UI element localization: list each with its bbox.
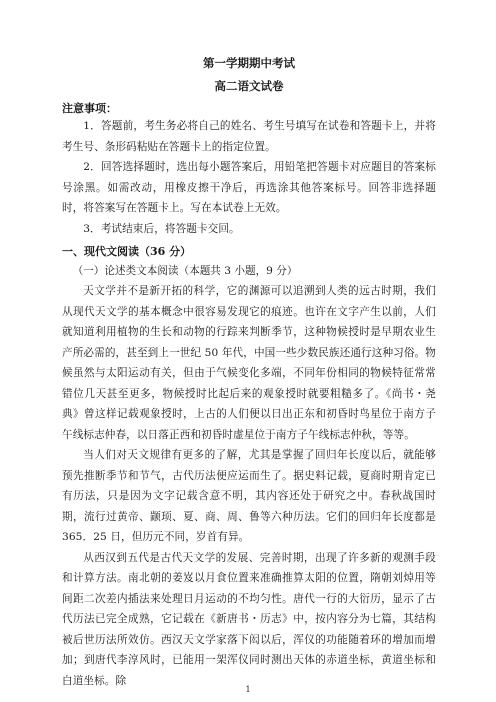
notice-item-2: 2．回答选择题时，选出每小题答案后，用铅笔把答题卡对应题目的答案标号涂黑。如需改动，用橡皮擦干净后，再选涂其他答案标号。回答非选择题时，将答案写在答题卡上。写在本试卷上无效。 <box>62 161 436 214</box>
notice-heading: 注意事项： <box>62 102 117 115</box>
exam-subtitle: 高二语文试卷 <box>214 79 284 93</box>
page-content <box>62 52 436 691</box>
notice-item-1: 1．答题前，考生务必将自己的姓名、考生号填写在试卷和答题卡上，并将考生号、条形码粘贴在答题卡上的指定位置。 <box>62 120 436 153</box>
body-paragraph-2: 当人们对天文规律有更多的了解，尤其是掌握了回归年长度以后，就能够预先推断季节和节气，古代历法便应运而生了。据史料记载，夏商时期肯定已有历法，只是因为文字记载含意不明，其内容还处于研究之中。春秋战国时期，流行过黄帝、颛顼、夏、商、周、鲁等六种历法。它们的回归年长度都是 365．25 日，但历元不同，岁首有异。 <box>62 449 436 543</box>
notice-item-3: 3．考试结束后，将答题卡交回。 <box>83 222 240 235</box>
page-number: 1 <box>245 685 251 694</box>
body-paragraph-1: 天文学并不是新开拓的科学，它的渊源可以追溯到人类的远古时期，我们从现代天文学的基本概念中很容易发现它的痕迹。也许在文字产生以前，人们就知道利用植物的生长和动物的行踪来判断季节，这种物候授时是早期农业生产所必需的，甚至到上一世纪 50 年代，中国一些少数民族还通行这种习俗。物候虽然与太阳运动有关，但由于气候变化多端，不同年份相同的物候特征常常错位几天甚至更多，物候授时比起后来的观象授时就要粗糙多了。《尚书・尧典》曾这样记载观象授时，上古的人们便以日出正东和初昏时鸟星位于南方子午线标志仲春，以日落正西和初昏时虚星位于南方子午线标志仲秋，等等。 <box>62 285 436 441</box>
exam-title: 第一学期期中考试 <box>203 56 295 70</box>
body-paragraph-3: 从西汉到五代是古代天文学的发展、完善时期，出现了许多新的观测手段和计算方法。南北朝的姜岌以月食位置来准确推算太阳的位置，隋朝刘焯用等间距二次差内插法来处理日月运动的不均匀性。唐代一行的大衍历，显示了古代历法已完全成熟，它记载在《新唐书・历志》中，按内容分为七篇，其结构被后世历法所效仿。西汉天文学家落下闳以后，浑仪的功能随着环的增加而增加；到唐代李淳风时，已能用一架浑仪同时测出天体的赤道坐标，黄道坐标和白道坐标。除 <box>62 551 436 687</box>
subsection-heading: （一）论述类文本阅读（本题共 3 小题，9 分） <box>72 265 298 277</box>
section-heading: 一、现代文阅读（36 分） <box>62 245 192 258</box>
